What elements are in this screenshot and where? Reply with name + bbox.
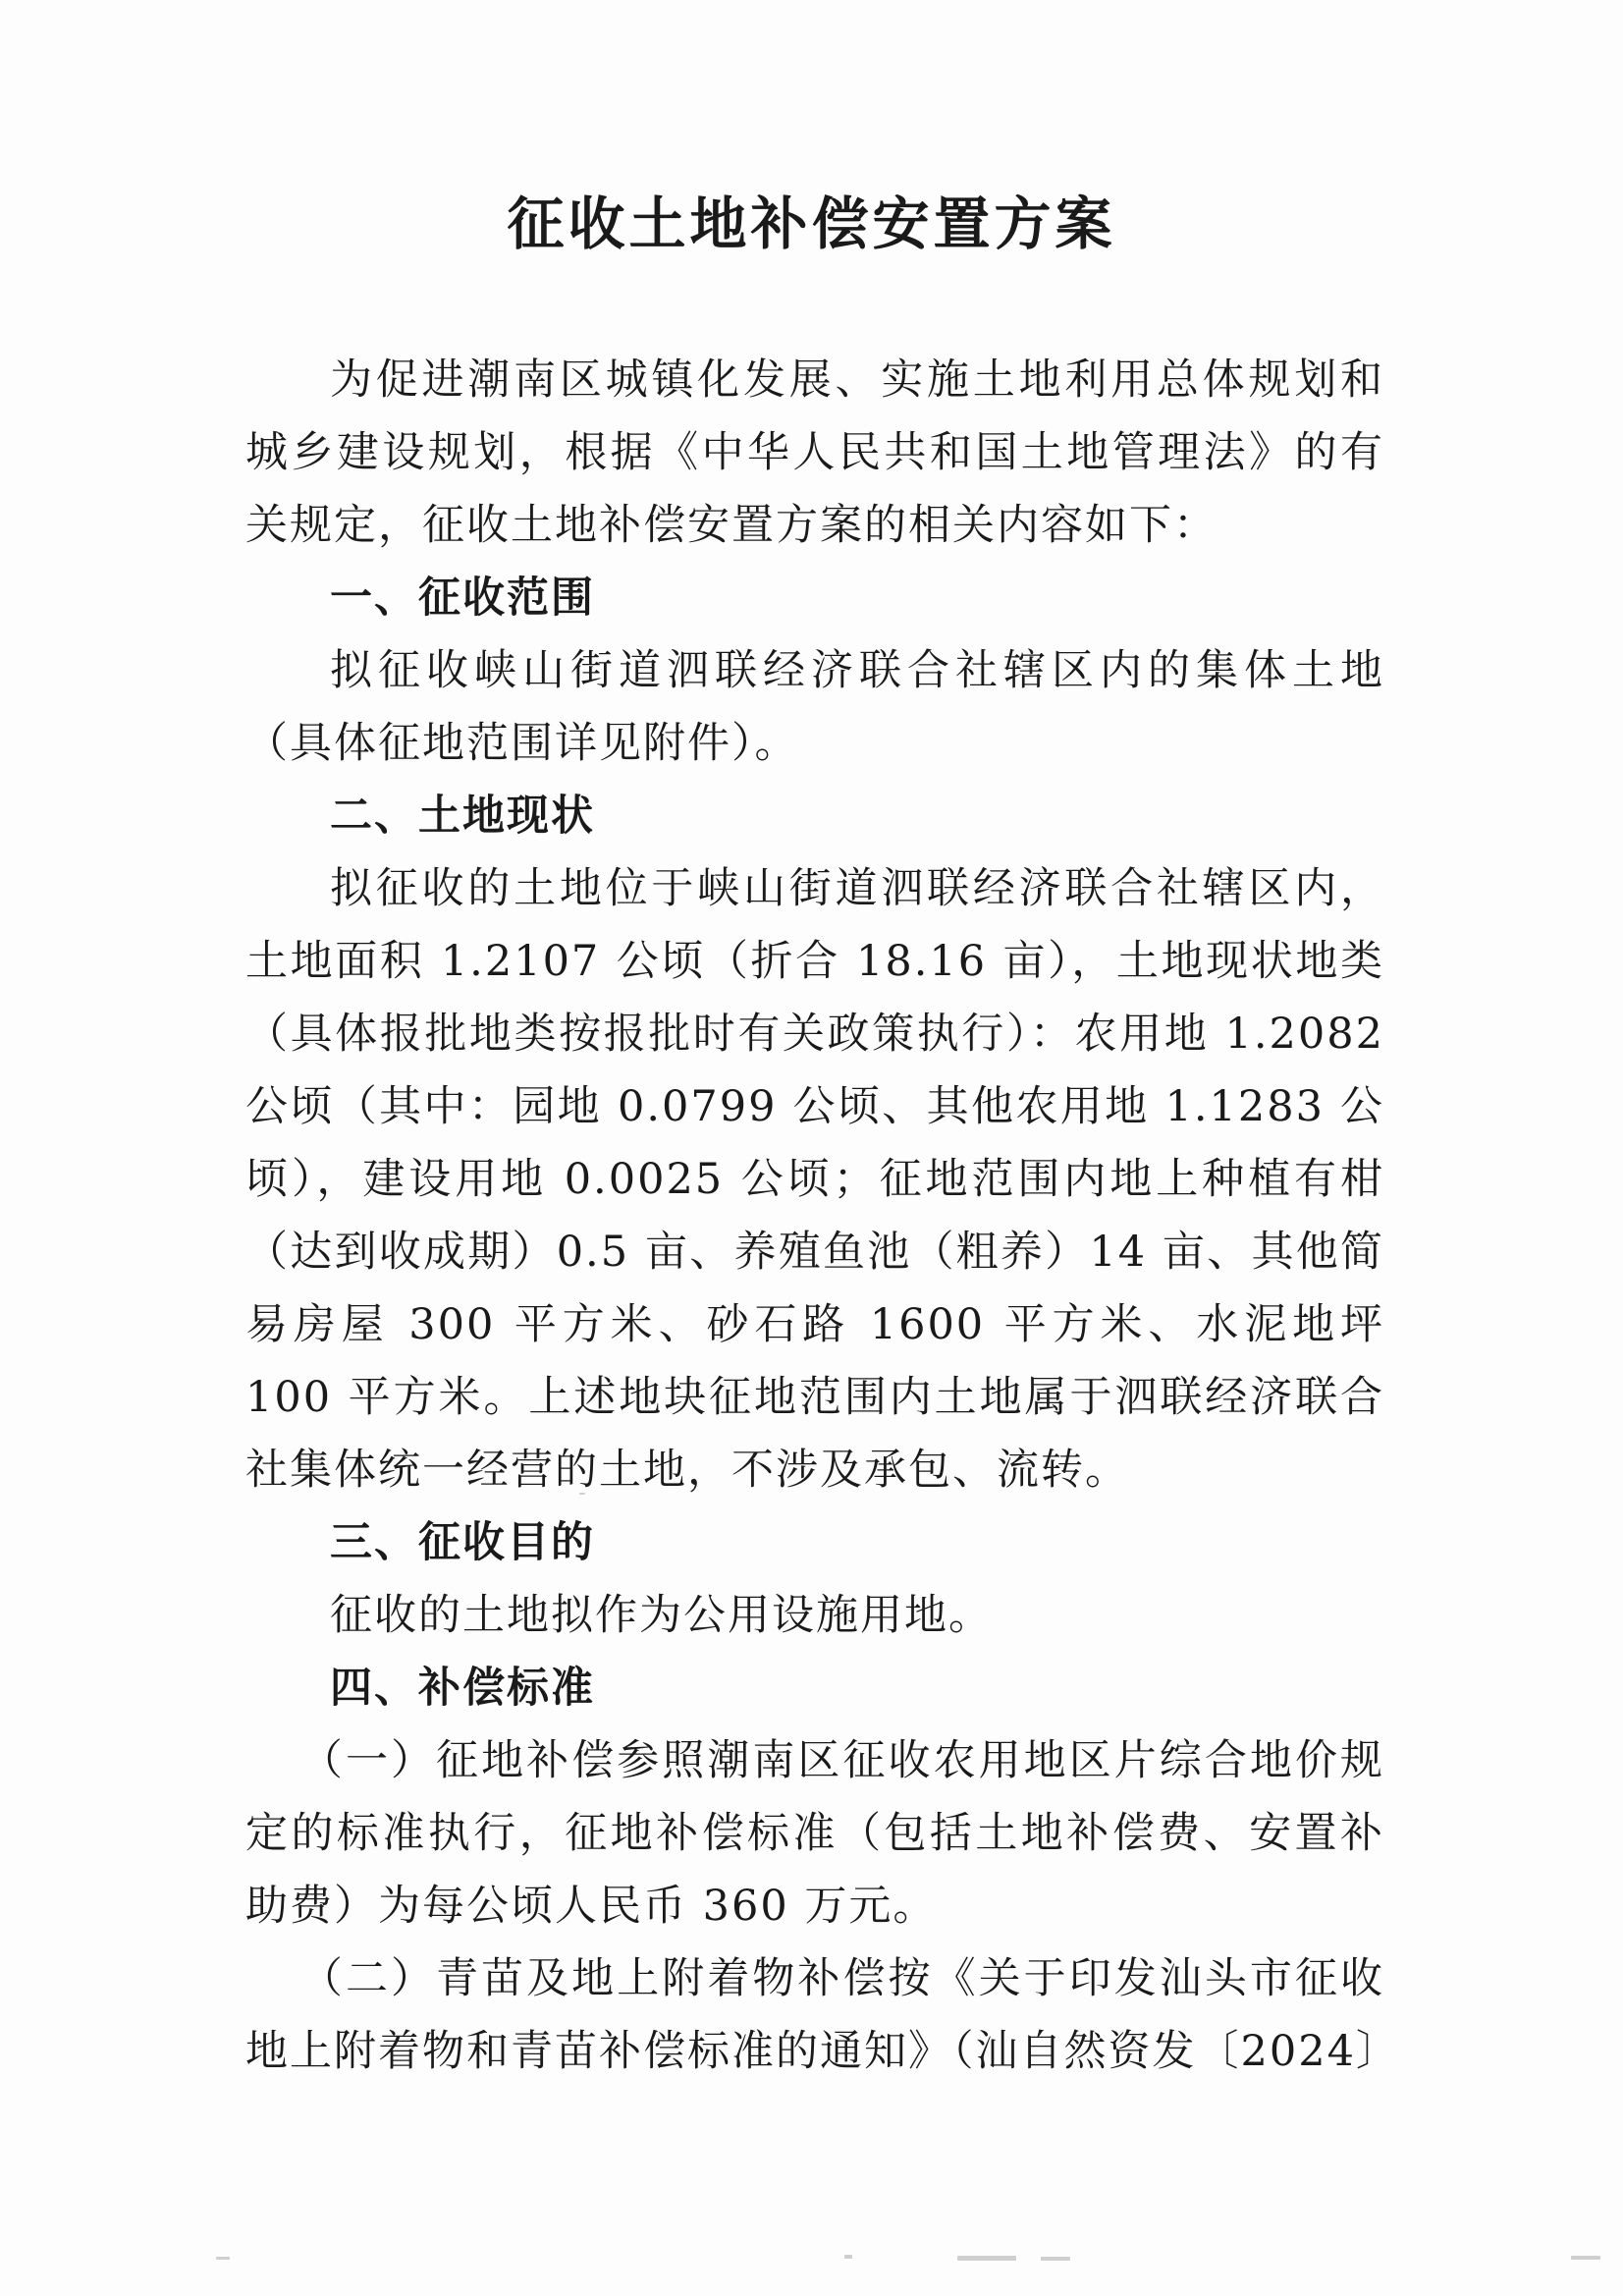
document-title: 征收土地补偿安置方案 [507, 191, 1116, 257]
section-heading-scope: 一、征收范围 [330, 574, 595, 623]
scan-speck [579, 1493, 585, 1495]
scan-speck [1571, 2256, 1600, 2260]
scan-speck [844, 2255, 852, 2259]
section-heading-purpose: 三、征收目的 [330, 1518, 595, 1567]
compensation-item-1: （一）征地补偿参照潮南区征收农用地区片综合地价规定的标准执行，征地补偿标准（包括土地补偿费、安置补助费）为每公顷人民币 360 万元。 [245, 1736, 1384, 1931]
document-body [245, 344, 1400, 2088]
scan-speck [957, 2256, 1016, 2261]
section-text-purpose: 征收的土地拟作为公用设施用地。 [330, 1591, 993, 1640]
section-heading-compensation: 四、补偿标准 [330, 1664, 595, 1713]
scan-speck [216, 2257, 230, 2260]
intro-paragraph: 为促进潮南区城镇化发展、实施土地利用总体规划和城乡建设规划，根据《中华人民共和国土地管理法》的有关规定，征收土地补偿安置方案的相关内容如下： [245, 355, 1384, 550]
compensation-item-2: （二）青苗及地上附着物补偿按《关于印发汕头市征收地上附着物和青苗补偿标准的通知》（汕自然资发〔2024〕 [245, 1954, 1400, 2076]
section-text-scope: 拟征收峡山街道泗联经济联合社辖区内的集体土地（具体征地范围详见附件）。 [245, 646, 1384, 768]
section-heading-land-status: 二、土地现状 [330, 792, 595, 841]
scan-speck [1041, 2257, 1070, 2261]
section-text-land-status: 拟征收的土地位于峡山街道泗联经济联合社辖区内，土地面积 1.2107 公顷（折合 18.16 亩），土地现状地类（具体报批地类按报批时有关政策执行）：农用地 1.2082 公顷（其中：园地 0.0799 公顷、其他农用地 1.1283 公顷），建设用地 0.0025 公顷；征地范围内地上种植有柑（达到收成期）0.5 亩、养殖鱼池（粗养）14 亩、其他简易房屋 300 平方米、砂石路 1600 平方米、水泥地坪 100 平方米。上述地块征地范围内土地属于泗联经济联合社集体统一经营的土地，不涉及承包、流转。 [245, 864, 1384, 1495]
